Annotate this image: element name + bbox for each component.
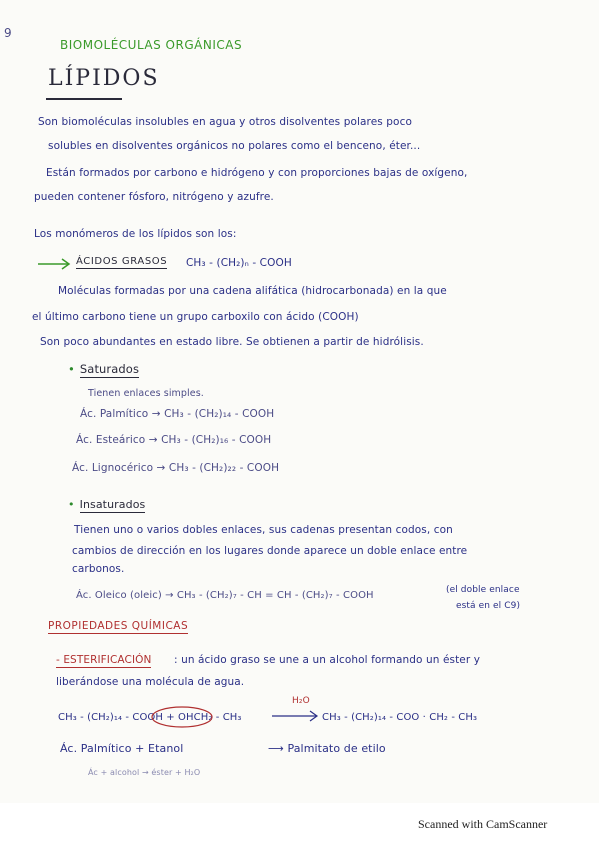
oleic-note-2: está en el C9) <box>456 601 521 611</box>
saturados-intro: Tienen enlaces simples. <box>88 388 204 399</box>
insaturados-heading-text: Insaturados <box>79 498 146 511</box>
reaction-left: CH₃ - (CH₂)₁₄ - COOH + OHCH₂ - CH₃ <box>58 712 242 723</box>
acidos-desc-3: Son poco abundantes en estado libre. Se obtienen a partir de hidrólisis. <box>40 336 424 348</box>
oleic-acid: Ác. Oleico (oleic) → CH₃ - (CH₂)₇ - CH = CH - (CH₂)₇ - COOH <box>76 590 374 601</box>
acidos-desc-2: el último carbono tiene un grupo carboxilo con ácido (COOH) <box>32 311 359 323</box>
insaturados-desc-2: cambios de dirección en los lugares donde aparece un doble enlace entre <box>72 545 468 557</box>
intro-line-4: pueden contener fósforo, nitrógeno y azufre. <box>34 191 274 203</box>
reaction-arrow-icon <box>272 710 322 722</box>
reaction-right: CH₃ - (CH₂)₁₄ - COO · CH₂ - CH₃ <box>322 712 478 723</box>
insaturados-desc-3: carbonos. <box>72 563 125 575</box>
oleic-note-1: (el doble enlace <box>446 585 520 595</box>
reaction-names-right: ⟶ Palmitato de etilo <box>268 742 386 755</box>
scanner-watermark: Scanned with CamScanner <box>418 817 548 831</box>
acidos-grasos-formula: CH₃ - (CH₂)ₙ - COOH <box>186 257 292 269</box>
reaction-water: H₂O <box>292 696 310 706</box>
saturados-ex-3: Ác. Lignocérico → CH₃ - (CH₂)₂₂ - COOH <box>72 462 280 474</box>
saturados-heading-text: Saturados <box>79 362 140 376</box>
propiedades-heading: PROPIEDADES QUÍMICAS <box>48 620 189 632</box>
esterificacion-text-1: : un ácido graso se une a un alcohol formando un éster y <box>174 654 481 666</box>
intro-line-1: Son biomoléculas insolubles en agua y otros disolventes polares poco <box>38 116 412 128</box>
reaction-names-left: Ác. Palmítico + Etanol <box>60 742 184 755</box>
acidos-grasos-heading: ÁCIDOS GRASOS <box>76 256 168 267</box>
intro-line-2: solubles en disolventes orgánicos no polares como el benceno, éter... <box>48 140 421 152</box>
page-title: LÍPIDOS <box>48 66 160 91</box>
insaturados-desc-1: Tienen uno o varios dobles enlaces, sus cadenas presentan codos, con <box>74 524 453 536</box>
page-header: BIOMOLÉCULAS ORGÁNICAS <box>60 38 243 52</box>
title-underline <box>46 98 122 100</box>
saturados-heading <box>68 362 139 376</box>
insaturados-heading <box>68 498 145 511</box>
intro-line-5: Los monómeros de los lípidos son los: <box>34 228 237 240</box>
general-reaction: Ác + alcohol → éster + H₂O <box>88 768 201 777</box>
acidos-desc-1: Moléculas formadas por una cadena alifática (hidrocarbonada) en la que <box>58 285 447 297</box>
esterificacion-label: - ESTERIFICACIÓN <box>56 654 152 666</box>
page-number: 9 <box>4 26 12 40</box>
intro-line-3: Están formados por carbono e hidrógeno y con proporciones bajas de oxígeno, <box>46 167 468 179</box>
saturados-ex-1: Ác. Palmítico → CH₃ - (CH₂)₁₄ - COOH <box>80 408 275 420</box>
saturados-ex-2: Ác. Esteárico → CH₃ - (CH₂)₁₆ - COOH <box>76 434 272 446</box>
arrow-icon <box>38 258 74 270</box>
esterificacion-text-2: liberándose una molécula de agua. <box>56 676 245 688</box>
reaction-circle <box>150 704 220 728</box>
